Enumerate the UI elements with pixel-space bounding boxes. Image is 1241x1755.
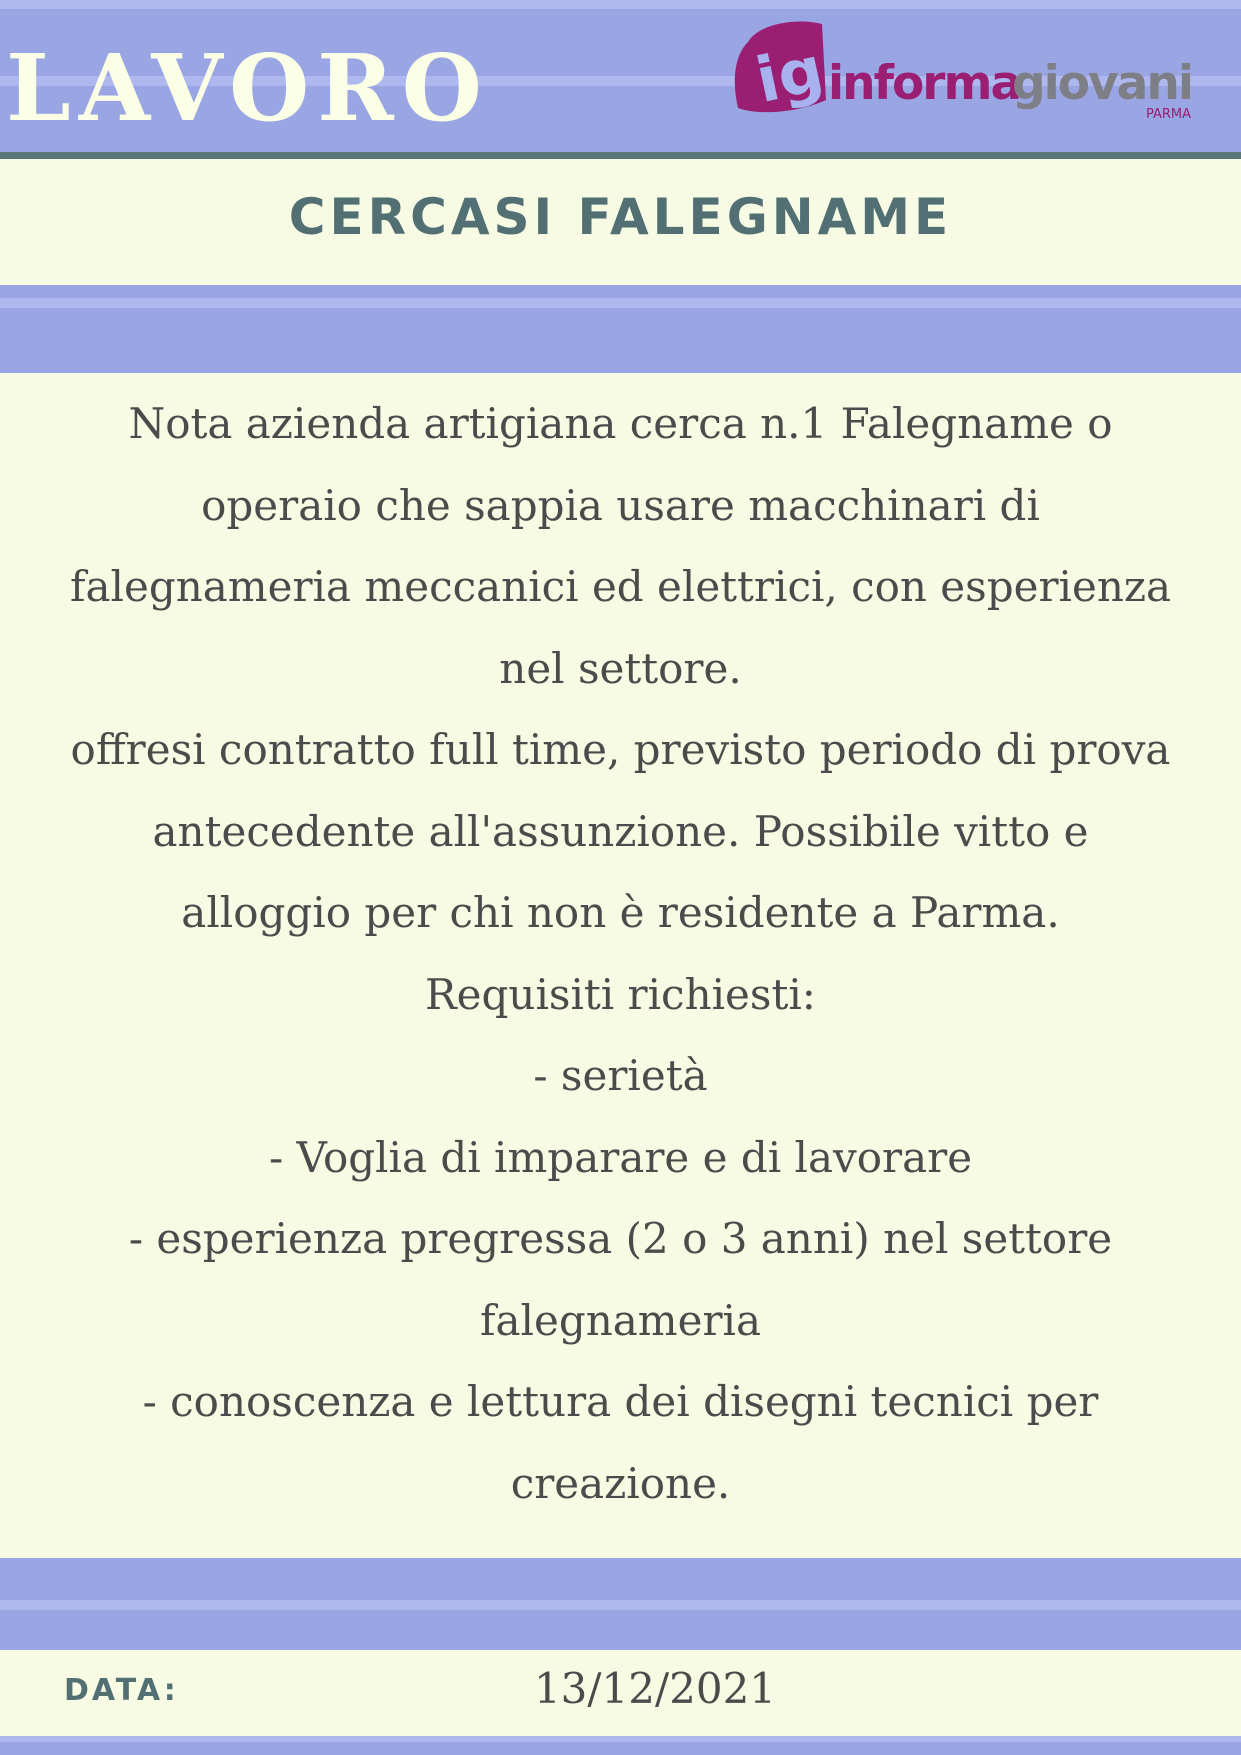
- date-label: DATA:: [64, 1673, 179, 1708]
- description-line: Nota azienda artigiana cerca n.1 Falegname o: [128, 399, 1113, 448]
- requirement-item: - serietà: [533, 1051, 708, 1100]
- header-divider: [0, 152, 1241, 159]
- separator-band: [0, 285, 1241, 373]
- header-band: [0, 0, 1241, 152]
- informagiovani-logo: [730, 12, 1200, 124]
- bottom-stripe: [0, 1736, 1241, 1742]
- job-description: [0, 383, 1241, 1524]
- requirement-item: creazione.: [510, 1458, 731, 1508]
- description-line: offresi contratto full time, previsto periodo di prova: [70, 725, 1171, 774]
- header-stripe: [0, 0, 1241, 9]
- description-line: falegnameria meccanici ed elettrici, con esperienza: [69, 562, 1172, 611]
- category-heading: LAVORO: [6, 34, 490, 142]
- svg-text:ig: ig: [749, 32, 830, 118]
- footer-stripe: [0, 1600, 1241, 1610]
- requirement-item: falegnameria: [479, 1295, 762, 1345]
- requirement-item: - Voglia di imparare e di lavorare: [268, 1132, 973, 1182]
- date-value: 13/12/2021: [533, 1664, 777, 1713]
- logo-mark-icon: [730, 12, 830, 120]
- logo-word-informa: informa: [828, 56, 1021, 111]
- separator-stripe: [0, 298, 1241, 308]
- logo-word-giovani: giovani: [1012, 56, 1192, 111]
- bottom-band: [0, 1736, 1241, 1755]
- description-line: antecedente all'assunzione. Possibile vitto e: [152, 806, 1089, 856]
- requirement-item: - esperienza pregressa (2 o 3 anni) nel settore: [128, 1214, 1113, 1263]
- footer-band: [0, 1558, 1241, 1650]
- job-title: CERCASI FALEGNAME: [288, 188, 953, 246]
- description-line: operaio che sappia usare macchinari di: [201, 480, 1040, 530]
- logo-city: PARMA: [1146, 107, 1192, 122]
- description-line: alloggio per chi non è residente a Parma.: [181, 888, 1060, 937]
- requirement-item: - conoscenza e lettura dei disegni tecnici per: [142, 1377, 1099, 1426]
- requirements-heading: Requisiti richiesti:: [425, 969, 816, 1019]
- description-line: nel settore.: [499, 643, 742, 693]
